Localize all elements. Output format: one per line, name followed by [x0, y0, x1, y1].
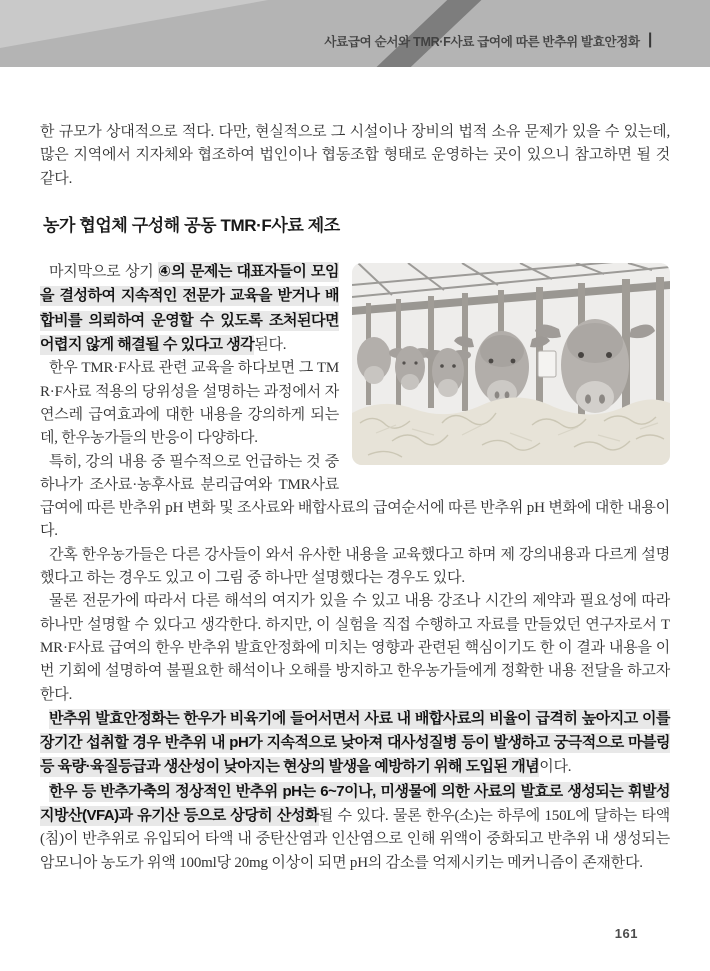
- paragraph-8: [40, 780, 670, 875]
- paragraph-3: 한우 TMR·F사료 관련 교육을 하다보면 그 TMR·F사료 적용의 당위성을 설명하는 과정에서 자연스레 급여효과에 대한 내용을 강의하게 되는데, 한우농가들의 반응이 다양하다.: [40, 360, 339, 447]
- paragraph-2-tail: 된다.: [254, 337, 287, 354]
- paragraph-5: 간혹 한우농가들은 다른 강사들이 와서 유사한 내용을 교육했다고 하며 제 강의내용과 다르게 설명했다고 하는 경우도 있고 이 그림 중 하나만 설명했다는 경우도 있다.: [40, 546, 670, 587]
- running-head-divider: |: [647, 30, 652, 48]
- section-heading: 농가 협업체 구성해 공동 TMR·F사료 제조: [43, 215, 340, 235]
- white-tag: [538, 351, 556, 377]
- page-number: 161: [614, 926, 638, 941]
- paragraph-6: 물론 전문가에 따라서 다른 해석의 여지가 있을 수 있고 내용 강조나 시간의 제약과 필요성에 따라 하나만 설명할 수 있다고 생각한다. 하지만, 이 실험을 직접 수행하고 자료를 만들었던 연구자로서 TMR·F사료 급여의 한우 반추위 발효안정화에 미치는 영향과 관련된 핵심이기도 한 이 결과 내용을 이번 기회에 설명하여 불필요한 해석이나 오해를 방지하고 한우농가들에게 정확한 내용 전달을 하고자 한다.: [40, 593, 670, 703]
- text-flow: [40, 260, 670, 875]
- paragraph-8-highlight: 한우 등 반추가축의 정상적인 반추위 pH는 6~7이나, 미생물에 의한 사료의 발효로 생성되는 휘발성지방산(VFA)과 유기산 등으로 상당히 산성화: [40, 782, 670, 825]
- paragraph-2-lead: 마지막으로 상기: [49, 264, 159, 281]
- paragraph-4: 특히, 강의 내용 중 필수적으로 언급하는 것 중 하나가 조사료·농후사료 분리급여와 TMR사료 급여에 따른 반추위 pH 변화 및 조사료와 배합사료의 급여순서에 따른 반추위 pH 변화에 대한 내용이다.: [40, 453, 670, 540]
- paragraph-7-tail: 이다.: [539, 759, 572, 776]
- cattle-photo: [352, 263, 670, 465]
- paragraph-2-highlight: ④의 문제는 대표자들이 모임을 결성하여 지속적인 전문가 교육을 받거나 배합비를 의뢰하여 운영할 수 있도록 조처된다면 어렵지 않게 해결될 수 있다고 생각: [40, 263, 339, 354]
- cattle-barn-illustration: [352, 263, 670, 465]
- running-head-title: 사료급여 순서와 TMR·F사료 급여에 따른 반추위 발효안정화: [324, 34, 640, 49]
- running-head: [324, 0, 652, 67]
- paragraph-intro: 한 규모가 상대적으로 적다. 다만, 현실적으로 그 시설이나 장비의 법적 소유 문제가 있을 수 있는데, 많은 지역에서 지자체와 협조하여 법인이나 협동조합 형태로 운영하는 곳이 있으니 참고하면 될 것 같다.: [40, 124, 670, 187]
- page-body: [0, 67, 710, 971]
- paragraph-7: [40, 707, 670, 780]
- header-light-triangle: [0, 0, 268, 48]
- page-header: [0, 0, 710, 67]
- paragraph-8-tail: 될 수 있다. 물론 한우(소)는 하루에 150L에 달하는 타액(침)이 반추위로 유입되어 타액 내 중탄산염과 인산염으로 인해 위액이 중화되고 반추위 내 생성되는 암모니아 농도가 위액 100ml당 20mg 이상이 되면 pH의 감소를 억제시키는 메커니즘이 존재한다.: [40, 808, 670, 871]
- paragraph-7-highlight: 반추위 발효안정화는 한우가 비육기에 들어서면서 사료 내 배합사료의 비율이 급격히 높아지고 이를 장기간 섭취할 경우 반추위 내 pH가 지속적으로 낮아져 대사성질병 등이 발생하고 궁극적으로 마블링 등 육량·육질등급과 생산성이 낮아지는 현상의 발생을 예방하기 위해 도입된 개념: [40, 709, 670, 776]
